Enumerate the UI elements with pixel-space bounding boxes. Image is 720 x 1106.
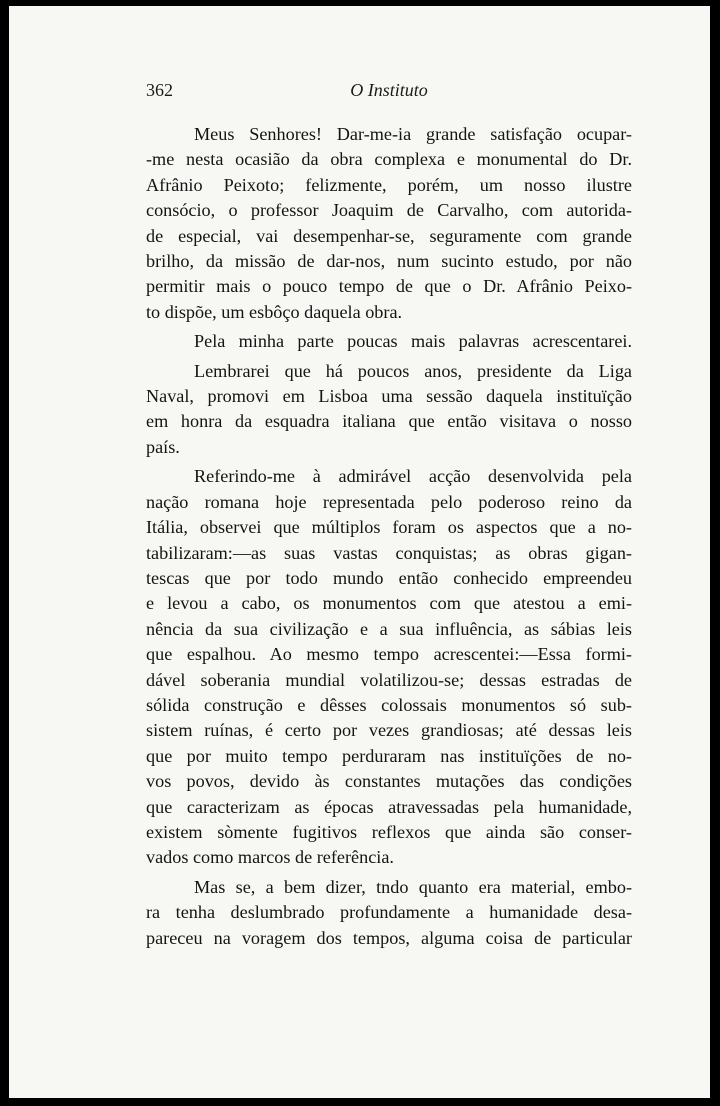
text-line: -me nesta ocasião da obra complexa e monumental do Dr.	[146, 149, 632, 170]
text-line: nação romana hoje representada pelo poderoso reino da	[146, 491, 632, 512]
text-line: país.	[146, 436, 180, 457]
text-line: ra tenha deslumbrado profundamente a humanidade desa-	[146, 902, 632, 923]
paragraph	[146, 464, 632, 871]
text-line: Lembrarei que há poucos anos, presidente da Liga	[194, 360, 632, 381]
paragraph	[146, 359, 632, 461]
text-line: permitir mais o pouco tempo de que o Dr. Afrânio Peixo-	[146, 276, 632, 297]
text-line: Naval, promovi em Lisboa uma sessão daquela instituïção	[146, 386, 632, 407]
text-line: tabilizaram:—as suas vastas conquistas; as obras gigan-	[146, 542, 632, 563]
text-line: brilho, da missão de dar-nos, num sucinto estudo, por não	[146, 251, 632, 272]
paragraph	[146, 122, 632, 325]
text-line: vados como marcos de referência.	[146, 847, 394, 868]
text-line: sólida construção e dêsses colossais monumentos só sub-	[146, 694, 632, 715]
page-header	[146, 80, 632, 104]
text-line: Itália, observei que múltiplos foram os aspectos que a no-	[146, 517, 632, 538]
text-line: tescas que por todo mundo então conhecido empreendeu	[146, 567, 632, 588]
book-page	[9, 6, 710, 1098]
text-line: to dispõe, um esbôço daquela obra.	[146, 301, 403, 322]
text-line: Pela minha parte poucas mais palavras acrescentarei.	[194, 331, 632, 352]
text-line: que caracterizam as épocas atravessadas pela humanidade,	[146, 796, 632, 817]
text-line: de especial, vai desempenhar-se, seguramente com grande	[146, 225, 632, 246]
paragraph	[146, 329, 632, 354]
text-line: dável soberania mundial volatilizou-se; dessas estradas de	[146, 669, 632, 690]
page-number: 362	[146, 80, 173, 100]
text-line: Meus Senhores! Dar-me-ia grande satisfação ocupar-	[194, 124, 632, 144]
running-title: O Instituto	[350, 80, 428, 100]
text-line: nência da sua civilização e a sua influência, as sábias leis	[146, 618, 632, 639]
text-line: que por muito tempo perduraram nas instituïções de no-	[146, 745, 632, 766]
text-line: Afrânio Peixoto; felizmente, porém, um nosso ilustre	[146, 174, 632, 195]
text-line: que espalhou. Ao mesmo tempo acrescentei:—Essa formi-	[146, 644, 632, 665]
text-line: em honra da esquadra italiana que então visitava o nosso	[146, 411, 632, 432]
text-line: existem sòmente fugitivos reflexos que ainda são conser-	[146, 821, 632, 842]
text-line: Mas se, a bem dizer, tndo quanto era material, embo-	[194, 876, 632, 897]
text-line: sistem ruínas, é certo por vezes grandiosas; até dessas leis	[146, 720, 632, 741]
text-line: consócio, o professor Joaquim de Carvalho, com autorida-	[146, 200, 632, 221]
text-line: pareceu na voragem dos tempos, alguma coisa de particular	[146, 927, 632, 948]
text-line: vos povos, devido às constantes mutações das condições	[146, 771, 632, 792]
text-line: e levou a cabo, os monumentos com que atestou a emi-	[146, 593, 632, 614]
paragraph	[146, 875, 632, 951]
text-line: Referindo-me à admirável acção desenvolvida pela	[194, 466, 632, 487]
body-text	[146, 122, 632, 955]
